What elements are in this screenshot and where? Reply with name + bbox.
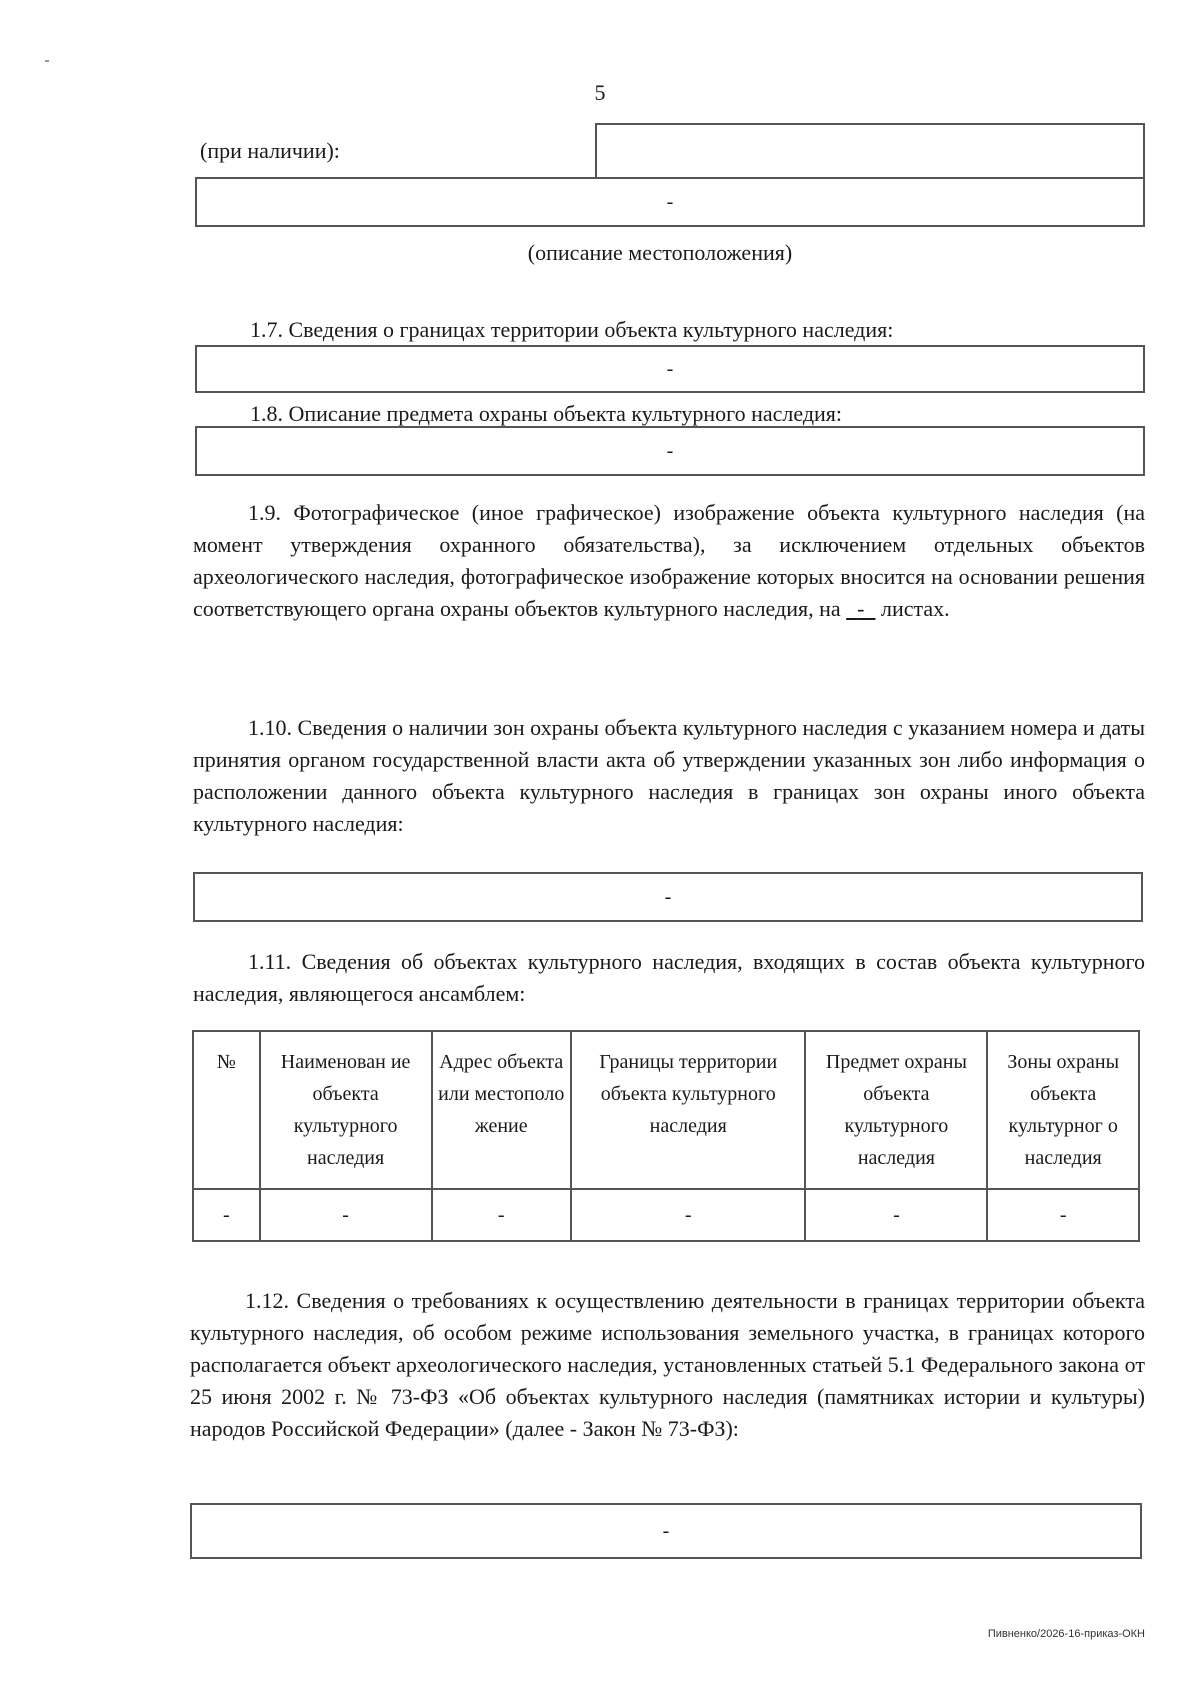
page-number: 5 (594, 80, 606, 105)
table-cell: - (432, 1189, 571, 1241)
scan-speck (45, 60, 49, 62)
table-cell: - (193, 1189, 260, 1241)
location-label: (при наличии): (200, 138, 340, 163)
section-1-11-body: 1.11. Сведения об объектах культурного наследия, входящих в состав объекта культурного наследия, являющегося ансамблем: (193, 949, 1145, 1006)
section-1-12-text (190, 1285, 1145, 1445)
col-protection-zones: Зоны охраны объекта культурног о наследия (987, 1031, 1139, 1189)
table-cell: - (260, 1189, 432, 1241)
section-1-10-value: - (664, 885, 672, 908)
ensemble-table-header (193, 1031, 1139, 1189)
col-boundaries: Границы территории объекта культурного наследия (571, 1031, 805, 1189)
col-protection-subject: Предмет охраны объекта культурного наследия (805, 1031, 987, 1189)
location-value: - (666, 190, 674, 213)
location-field[interactable] (195, 177, 1145, 227)
section-1-9-text (193, 497, 1145, 625)
document-footer: Пивненко/2026-16-приказ-ОКН (987, 1628, 1145, 1640)
table-cell: - (987, 1189, 1139, 1241)
col-name: Наименован ие объекта культурного наследия (260, 1031, 432, 1189)
section-1-12-body: 1.12. Сведения о требованиях к осуществлению деятельности в границах территории объекта культурного наследия, об особом режиме использования земельного участка, в границах которого располагается объект археологического наследия, установленных статьей 5.1 Федерального закона от 25 июня 2002 г. № 73-ФЗ «Об объектах культурного наследия (памятниках истории и культуры) народов Российской Федерации» (далее - Закон № 73-ФЗ): (190, 1288, 1145, 1441)
table-cell: - (571, 1189, 805, 1241)
table-cell: - (805, 1189, 987, 1241)
section-1-9-body: 1.9. Фотографическое (иное графическое) изображение объекта культурного наследия (на момент утверждения охранного обязательства), за исключением отдельных объектов археологического наследия, фотографическое изображение которых вносится на основании решения соответствующего органа охраны объектов культурного наследия, на (193, 500, 1145, 621)
section-1-9-tail: листах. (881, 596, 950, 621)
section-1-10-field[interactable] (193, 872, 1143, 922)
location-caption: (описание местоположения) (527, 240, 793, 265)
section-1-8-heading: 1.8. Описание предмета охраны объекта культурного наследия: (250, 401, 843, 426)
section-1-9-sheets: - (857, 596, 865, 621)
col-address: Адрес объекта или местополо жение (432, 1031, 571, 1189)
section-1-11-text (193, 946, 1145, 1010)
section-1-12-value: - (662, 1519, 670, 1542)
section-1-8-value: - (666, 439, 674, 462)
section-1-8-field[interactable] (195, 426, 1145, 476)
ensemble-table (192, 1030, 1140, 1242)
section-1-10-body: 1.10. Сведения о наличии зон охраны объекта культурного наследия с указанием номера и даты принятия органом государственной власти акта об утверждении указанных зон либо информация о расположении данного объекта культурного наследия в границах зон охраны иного объекта культурного наследия: (193, 715, 1145, 836)
section-1-7-value: - (666, 357, 674, 380)
col-number: № (193, 1031, 260, 1189)
section-1-10-text (193, 712, 1145, 840)
section-1-7-field[interactable] (195, 345, 1145, 393)
table-row (193, 1189, 1139, 1241)
section-1-12-field[interactable] (190, 1503, 1142, 1559)
section-1-7-heading: 1.7. Сведения о границах территории объекта культурного наследия: (250, 317, 894, 342)
location-top-field[interactable] (595, 123, 1145, 179)
